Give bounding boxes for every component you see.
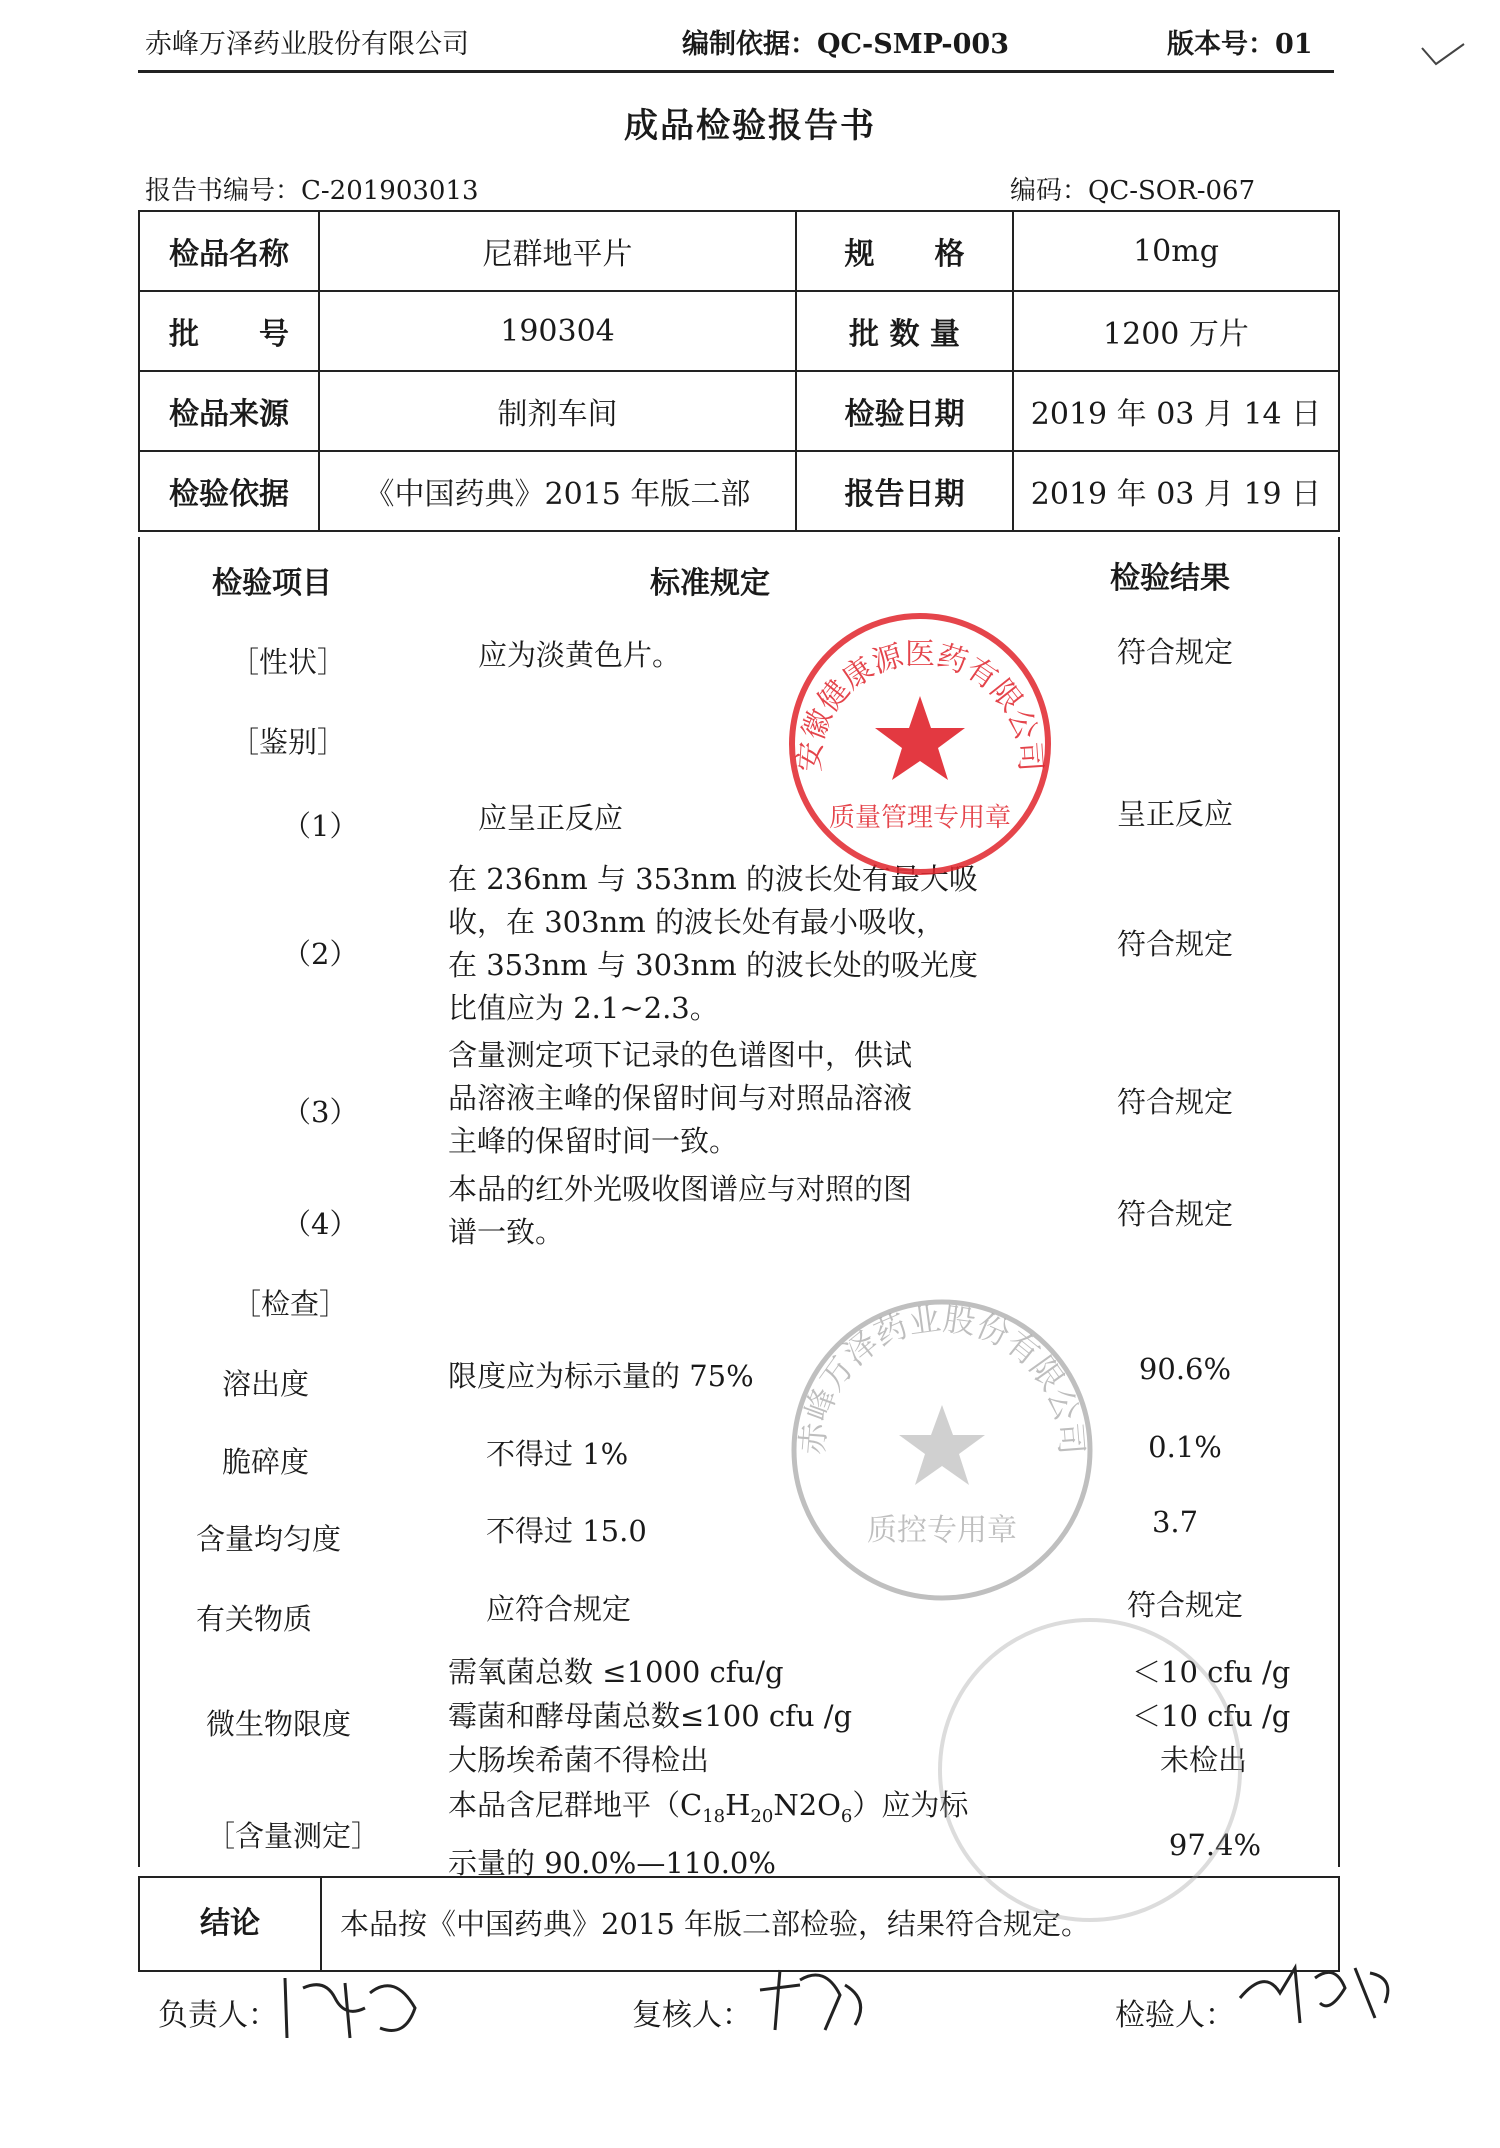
res-ident-3: 符合规定 xyxy=(1116,1085,1233,1119)
item-related-substances: 有关物质 xyxy=(196,1602,313,1636)
batch-value: 190304 xyxy=(319,291,796,371)
name-label: 检品名称 xyxy=(139,211,319,291)
qc-stamp xyxy=(782,1290,1102,1614)
source-value: 制剂车间 xyxy=(319,371,796,451)
item-ident-3: （3） xyxy=(282,1095,359,1129)
responsible-signature xyxy=(275,1968,435,2052)
report-title: 成品检验报告书 xyxy=(624,106,876,146)
std-friability: 不得过 1% xyxy=(486,1437,629,1471)
std-microbial-limit xyxy=(448,1650,852,1782)
res-microbial-line: ＜10 cfu /g xyxy=(1132,1699,1291,1733)
compile-basis: 编制依据：QC-SMP-003 xyxy=(682,29,1009,60)
std-ident-1: 应呈正反应 xyxy=(478,801,624,835)
res-dissolution: 90.6% xyxy=(1138,1352,1232,1386)
conclusion-text: 本品按《中国药典》2015 年版二部检验，结果符合规定。 xyxy=(340,1907,1091,1941)
col-result-header: 检验结果 xyxy=(1110,561,1230,596)
faint-stamp xyxy=(930,1610,1250,1934)
std-ident-2-line: 在 236nm 与 353nm 的波长处有最大吸 xyxy=(448,862,978,896)
item-inspection: ［检查］ xyxy=(232,1287,349,1321)
inspector-signature xyxy=(1235,1948,1405,2042)
reviewer-label: 复核人： xyxy=(632,1998,752,2033)
info-table xyxy=(138,210,1340,532)
reviewer-signature xyxy=(745,1960,885,2044)
item-appearance: ［性状］ xyxy=(230,645,347,679)
form-code: 编码：QC-SOR-067 xyxy=(1010,176,1256,206)
item-ident-4: （4） xyxy=(282,1207,359,1241)
qty-label: 批 数 量 xyxy=(796,291,1013,371)
col-standard-header: 标准规定 xyxy=(650,566,770,601)
std-ident-2-line: 比值应为 2.1~2.3。 xyxy=(448,991,719,1025)
quality-stamp-text: 安徽健康源医药有限公司 xyxy=(792,636,1048,773)
qc-stamp-inner: 质控专用章 xyxy=(867,1513,1017,1548)
item-microbial-limit: 微生物限度 xyxy=(206,1707,352,1741)
res-assay: 97.4% xyxy=(1168,1828,1262,1862)
std-dissolution: 限度应为标示量的 75% xyxy=(448,1359,754,1393)
std-ident-4-line: 本品的红外光吸收图谱应与对照的图 xyxy=(448,1172,913,1206)
company-name: 赤峰万泽药业股份有限公司 xyxy=(145,29,469,60)
std-assay xyxy=(448,1782,968,1886)
report-date-label: 报告日期 xyxy=(796,451,1013,531)
std-microbial-line: 需氧菌总数 ≤1000 cfu/g xyxy=(448,1655,784,1689)
inspector-label: 检验人： xyxy=(1115,1998,1235,2033)
std-content-uniformity: 不得过 15.0 xyxy=(486,1514,647,1548)
res-appearance: 符合规定 xyxy=(1116,635,1233,669)
res-content-uniformity: 3.7 xyxy=(1151,1505,1199,1539)
std-microbial-line: 大肠埃希菌不得检出 xyxy=(448,1743,710,1777)
std-ident-2-line: 在 353nm 与 303nm 的波长处的吸光度 xyxy=(448,948,978,982)
item-content-uniformity: 含量均匀度 xyxy=(196,1522,342,1556)
std-assay-part: ）应为标 xyxy=(852,1788,969,1822)
item-identification: ［鉴别］ xyxy=(230,725,347,759)
std-assay-part: N2O xyxy=(773,1788,841,1822)
item-dissolution: 溶出度 xyxy=(222,1367,310,1401)
conclusion-label: 结论 xyxy=(140,1878,322,1970)
std-assay-sub: 6 xyxy=(840,1805,853,1827)
std-assay-line xyxy=(448,1782,968,1840)
res-microbial-line: ＜10 cfu /g xyxy=(1132,1655,1291,1689)
version-number: 版本号：01 xyxy=(1167,29,1313,60)
spec-value: 10mg xyxy=(1013,211,1339,291)
std-appearance: 应为淡黄色片。 xyxy=(478,638,682,672)
std-microbial-line: 霉菌和酵母菌总数≤100 cfu /g xyxy=(448,1699,853,1733)
std-assay-part: 本品含尼群地平（C xyxy=(448,1788,703,1822)
res-ident-1: 呈正反应 xyxy=(1116,797,1233,831)
item-ident-1: （1） xyxy=(282,809,359,843)
std-assay-sub: 18 xyxy=(702,1805,726,1827)
basis-label: 检验依据 xyxy=(139,451,319,531)
res-ident-4: 符合规定 xyxy=(1116,1197,1233,1231)
std-ident-3 xyxy=(448,1034,912,1163)
std-ident-3-line: 品溶液主峰的保留时间与对照品溶液 xyxy=(448,1081,913,1115)
check-mark xyxy=(1418,40,1468,74)
responsible-label: 负责人： xyxy=(158,1998,278,2033)
quality-stamp-inner: 质量管理专用章 xyxy=(828,803,1012,833)
res-ident-2: 符合规定 xyxy=(1116,927,1233,961)
item-assay: ［含量测定］ xyxy=(206,1819,381,1853)
report-number: 报告书编号：C-201903013 xyxy=(145,176,479,206)
product-name: 尼群地平片 xyxy=(319,211,796,291)
std-ident-3-line: 含量测定项下记录的色谱图中，供试 xyxy=(448,1038,913,1072)
item-friability: 脆碎度 xyxy=(222,1445,310,1479)
test-date-value: 2019 年 03 月 14 日 xyxy=(1013,371,1339,451)
col-item-header: 检验项目 xyxy=(212,566,332,601)
res-related-substances: 符合规定 xyxy=(1126,1588,1243,1622)
std-assay-line: 示量的 90.0%—110.0% xyxy=(448,1845,776,1880)
std-ident-3-line: 主峰的保留时间一致。 xyxy=(448,1124,739,1158)
basis-value: 《中国药典》2015 年版二部 xyxy=(319,451,796,531)
std-ident-2-line: 收，在 303nm 的波长处有最小吸收， xyxy=(448,905,945,939)
batch-label: 批 号 xyxy=(139,291,319,371)
header-rule xyxy=(138,70,1334,73)
item-ident-2: （2） xyxy=(282,937,359,971)
std-ident-4 xyxy=(448,1168,912,1254)
res-friability: 0.1% xyxy=(1148,1430,1222,1464)
std-assay-part: H xyxy=(725,1788,751,1822)
qty-value: 1200 万片 xyxy=(1013,291,1339,371)
source-label: 检品来源 xyxy=(139,371,319,451)
std-related-substances: 应符合规定 xyxy=(486,1592,632,1626)
std-ident-4-line: 谱一致。 xyxy=(448,1215,565,1249)
qc-stamp-text: 赤峰万泽药业股份有限公司 xyxy=(793,1299,1091,1456)
std-assay-sub: 20 xyxy=(750,1805,774,1827)
test-date-label: 检验日期 xyxy=(796,371,1013,451)
quality-stamp xyxy=(780,604,1060,888)
res-microbial-line: 未检出 xyxy=(1160,1743,1248,1777)
report-date-value: 2019 年 03 月 19 日 xyxy=(1013,451,1339,531)
spec-label: 规 格 xyxy=(796,211,1013,291)
